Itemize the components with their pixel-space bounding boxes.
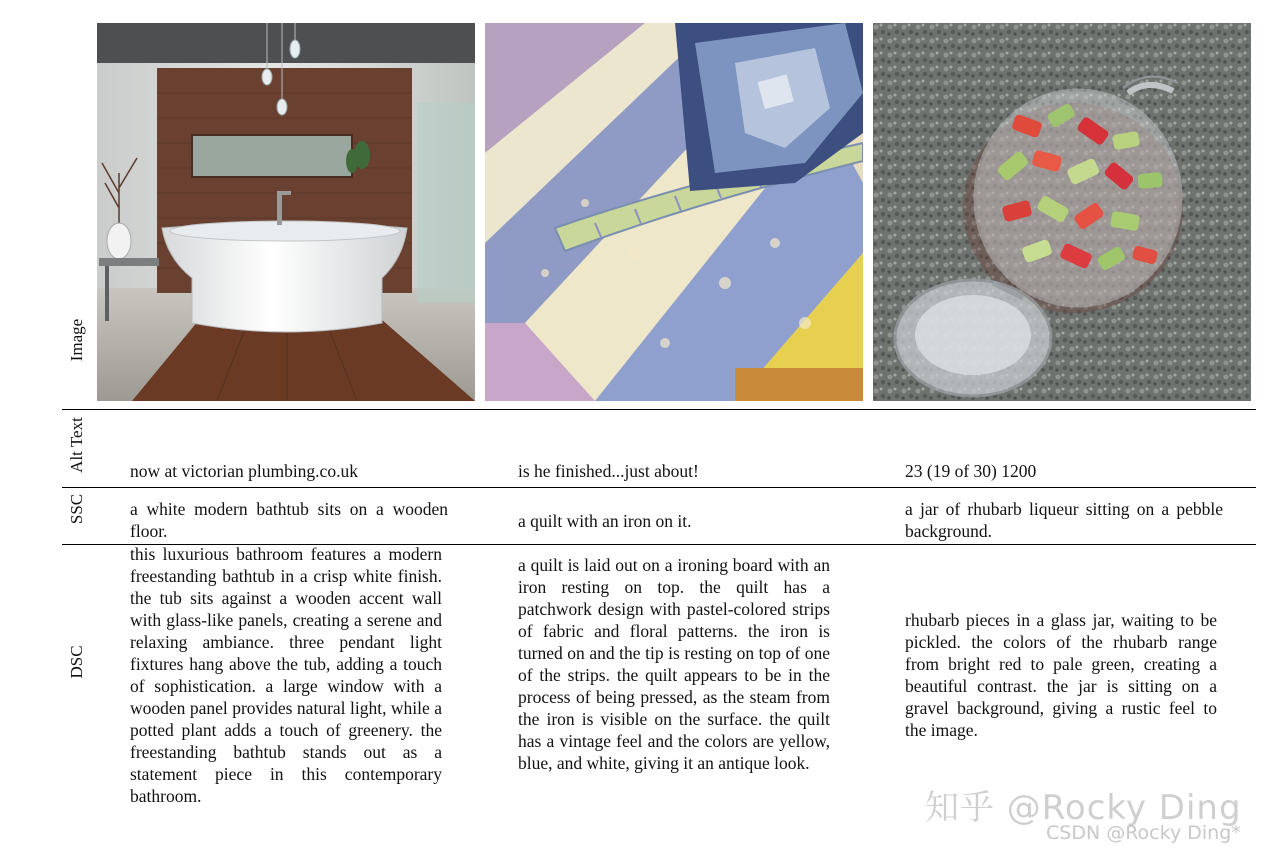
bathtub-image [97, 23, 475, 401]
dsc-cell: a quilt is laid out on a ironing board with an iron resting on top. the quilt has a patchwork design with pastel-colored strips of fabric and floral patterns. the iron is turned on and the tip is resting on top of one of the strips. the quilt appears to be in the process of being pressed, as the steam from the iron is visible on the surface. the quilt has a vintage feel and the colors are yellow, blue, and white, giving it an antique look. [518, 555, 830, 773]
row-label-ssc: SSC [67, 493, 86, 525]
rhubarb-jar-image [873, 23, 1251, 401]
row-label-alt-text: Alt Text [67, 417, 86, 473]
dsc-cell: rhubarb pieces in a glass jar, waiting to be pickled. the colors of the rhubarb range from bright red to pale green, creating a beautiful contrast. the jar is sitting on a gravel background, giving a rustic feel to the image. [905, 610, 1217, 740]
alt-text-cell: now at victorian plumbing.co.uk [130, 461, 358, 481]
table-rule-top [62, 409, 1256, 410]
table-rule-mid [62, 487, 1256, 488]
ssc-cell: a white modern bathtub sits on a wooden floor. [130, 499, 448, 541]
ssc-cell: a quilt with an iron on it. [518, 511, 692, 531]
row-label-dsc: DSC [67, 645, 86, 679]
alt-text-cell: 23 (19 of 30) 1200 [905, 461, 1037, 481]
quilt-image [485, 23, 863, 401]
dsc-cell: this luxurious bathroom features a modern freestanding bathtub in a crisp white finish. the tub sits against a wooden accent wall with glass-like panels, creating a serene and relaxing ambiance. three pendant light fixtures hang above the tub, adding a touch of sophistication. a large window with a wooden panel provides natural light, while a potted plant adds a touch of greenery. the freestanding bathtub stands out as a statement piece in this contemporary bathroom. [130, 544, 442, 806]
row-label-image: Image [67, 318, 86, 362]
alt-text-cell: is he finished...just about! [518, 461, 699, 481]
ssc-cell: a jar of rhubarb liqueur sitting on a pebble background. [905, 499, 1223, 541]
csdn-watermark: CSDN @Rocky Ding* [1046, 822, 1241, 844]
zhihu-watermark: 知乎 @Rocky Ding [925, 788, 1242, 828]
